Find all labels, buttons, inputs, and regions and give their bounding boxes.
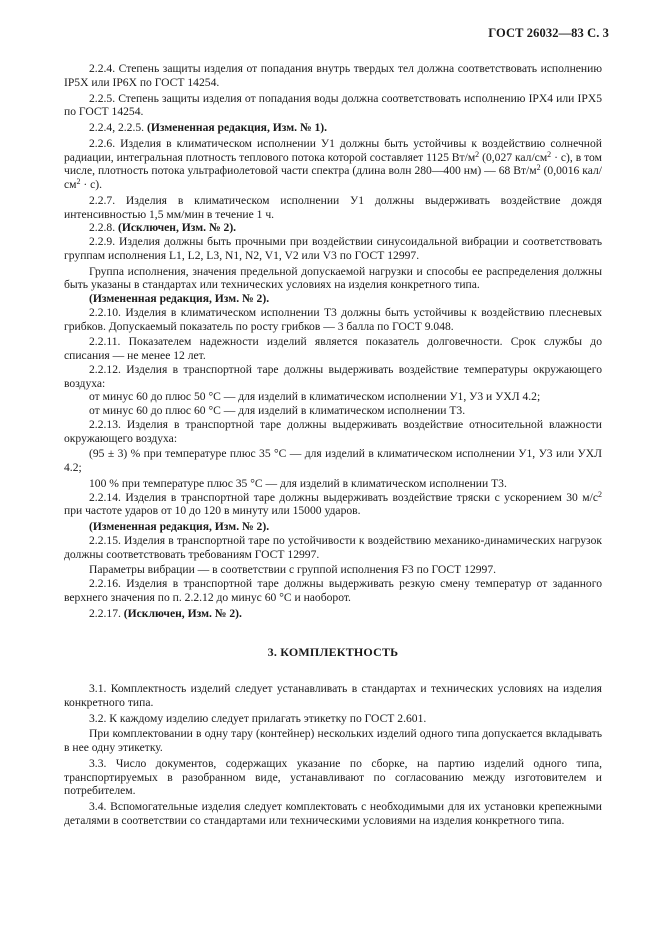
revision-ref: 2.2.4, 2.2.5. [89, 121, 147, 134]
paragraph-2-2-14 [64, 491, 602, 519]
text-run: · с). [80, 178, 103, 191]
text-run: 2.2.14. Изделия в транспортной таре должны выдерживать воздействие тряски с ускорением 30 м/с [89, 490, 598, 504]
paragraph-2-2-17 [64, 607, 602, 621]
text-run: при частоте ударов от 10 до 120 в минуту или 15000 ударов. [64, 504, 361, 518]
paragraph-2-2-9-continued: Группа исполнения, значения предельной допускаемой нагрузки и способы ее распределения должны быть указаны в стандартах или технических условиях на изделия конкретного типа. [64, 264, 602, 292]
text-run: (0,027 кал/см [479, 150, 548, 164]
superscript: 2 [475, 149, 480, 159]
paragraph-2-2-12: 2.2.12. Изделия в транспортной таре должны выдерживать воздействие температуры окружающего воздуха: [64, 362, 602, 390]
page-header: ГОСТ 26032—83 С. 3 [488, 26, 609, 40]
superscript: 2 [598, 489, 602, 499]
paragraph-2-2-4-2-2-5-revision [64, 121, 602, 135]
document-body [64, 62, 602, 828]
paragraph-3-4: 3.4. Вспомогательные изделия следует комплектовать с необходимыми для их установки крепежными деталями в соответствии со стандартами или техническими условиями на изделия конкретного типа. [64, 800, 602, 827]
paragraph-3-3: 3.3. Число документов, содержащих указание по сборке, на партию изделий одного типа, транспортируемых в разобранном виде, устанавливают по согласованию между изготовителем и потребителем. [64, 756, 602, 798]
paragraph-2-2-4: 2.2.4. Степень защиты изделия от попадания внутрь твердых тел должна соответствовать исполнению IP5X или IP6X по ГОСТ 14254. [64, 62, 602, 89]
paragraph-2-2-12-item-1: от минус 60 до плюс 50 °С — для изделий в климатическом исполнении У1, У3 и УХЛ 4.2; [89, 390, 541, 404]
revision-note: (Исключен, Изм. № 2). [123, 606, 242, 620]
paragraph-2-2-15: 2.2.15. Изделия в транспортной таре по устойчивости к воздействию механико-динамических нагрузок должны соответствовать требованиям ГОСТ 12997. [64, 533, 602, 561]
text-run: (0,0016 кал/см [64, 164, 602, 191]
revision-note: (Измененная редакция, Изм. № 2). [89, 292, 270, 305]
paragraph-2-2-6 [64, 137, 602, 192]
paragraph-2-2-13-item-2: 100 % при температуре плюс 35 °С — для изделий в климатическом исполнении Т3. [89, 476, 507, 490]
text-run: 2.2.6. Изделия в климатическом исполнении У1 должны быть устойчивы к воздействию солнечной радиации, интегральная плотность теплового потока которой составляет 1125 Вт/м [64, 136, 602, 164]
paragraph-2-2-13-item-1: (95 ± 3) % при температуре плюс 35 °С — для изделий в климатическом исполнении У1, У3 или УХЛ 4.2; [64, 447, 602, 474]
paragraph-2-2-13: 2.2.13. Изделия в транспортной таре должны выдерживать воздействие относительной влажности окружающего воздуха: [64, 417, 602, 445]
revision-note: (Измененная редакция, Изм. № 2). [89, 520, 270, 533]
paragraph-2-2-12-item-2: от минус 60 до плюс 60 °С — для изделий в климатическом исполнении Т3. [89, 404, 466, 417]
text-run: · с), в том числе, плотность потока ультрафиолетовой части спектра (длина волн 280—400 нм) — 68 Вт/м [64, 150, 602, 178]
paragraph-2-2-5: 2.2.5. Степень защиты изделия от попадания воды должна соответствовать исполнению IPX4 или IPX5 по ГОСТ 14254. [64, 91, 602, 119]
revision-note: (Исключен, Изм. № 2). [117, 221, 237, 235]
superscript: 2 [547, 149, 552, 159]
paragraph-3-2-continued: При комплектовании в одну тару (контейнер) нескольких изделий одного типа допускается вкладывать в нее одну этикетку. [64, 727, 602, 754]
paragraph-2-2-9: 2.2.9. Изделия должны быть прочными при воздействии синусоидальной вибрации и соответствовать группам исполнения L1, L2, L3, N1, N2, V1, V2 или V3 по ГОСТ 12997. [64, 235, 602, 262]
paragraph-2-2-15-continued: Параметры вибрации — в соответствии с группой исполнения F3 по ГОСТ 12997. [89, 563, 497, 577]
superscript: 2 [536, 163, 541, 173]
clause-ref: 2.2.8. [89, 221, 118, 235]
paragraph-3-1: 3.1. Комплектность изделий следует устанавливать в стандартах и технических условиях на изделия конкретного типа. [64, 682, 602, 709]
paragraph-2-2-16: 2.2.16. Изделия в транспортной таре должны выдерживать резкую смену температур от заданного верхнего значения по п. 2.2.12 до минус 60 °С и наоборот. [64, 577, 602, 604]
section-title: 3. КОМПЛЕКТНОСТЬ [267, 645, 399, 660]
paragraph-2-2-11: 2.2.11. Показателем надежности изделий является показатель долговечности. Срок службы до списания — не менее 12 лет. [64, 335, 602, 362]
paragraph-2-2-8 [64, 221, 602, 235]
paragraph-2-2-10: 2.2.10. Изделия в климатическом исполнении Т3 должны быть устойчивы к воздействию плесневых грибков. Допускаемый показатель по росту грибков — 3 балла по ГОСТ 9.048. [64, 305, 602, 333]
paragraph-2-2-7: 2.2.7. Изделия в климатическом исполнении У1 должны выдерживать воздействие дождя интенсивностью 1,5 мм/мин в течение 1 ч. [64, 193, 602, 221]
revision-note: (Измененная редакция, Изм. № 1). [146, 121, 328, 134]
superscript: 2 [76, 177, 81, 186]
paragraph-3-2: 3.2. К каждому изделию следует прилагать этикетку по ГОСТ 2.601. [89, 711, 427, 725]
clause-ref: 2.2.17. [89, 606, 124, 620]
